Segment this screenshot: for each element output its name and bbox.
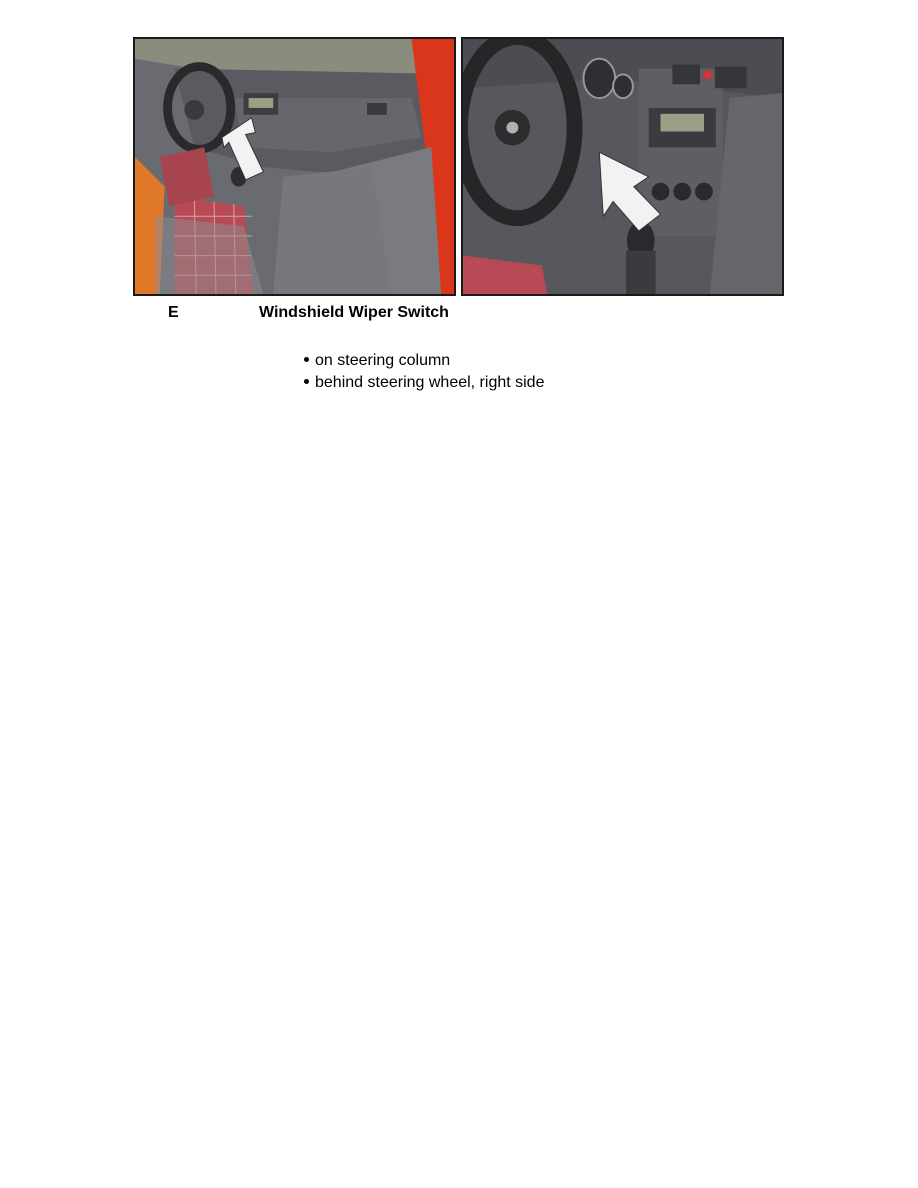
interior-wide-illustration [135,39,454,294]
location-text: on steering column [315,352,451,369]
bullet-icon [304,379,309,384]
interior-photo-wide [133,37,456,296]
list-item [304,350,544,372]
interior-photo-closeup [461,37,784,296]
location-text: behind steering wheel, right side [315,374,545,391]
component-title: Windshield Wiper Switch [259,304,449,321]
bullet-icon [304,357,309,362]
interior-closeup-illustration [463,39,782,294]
location-list [304,350,544,394]
component-code: E [168,304,179,321]
list-item [304,372,544,394]
